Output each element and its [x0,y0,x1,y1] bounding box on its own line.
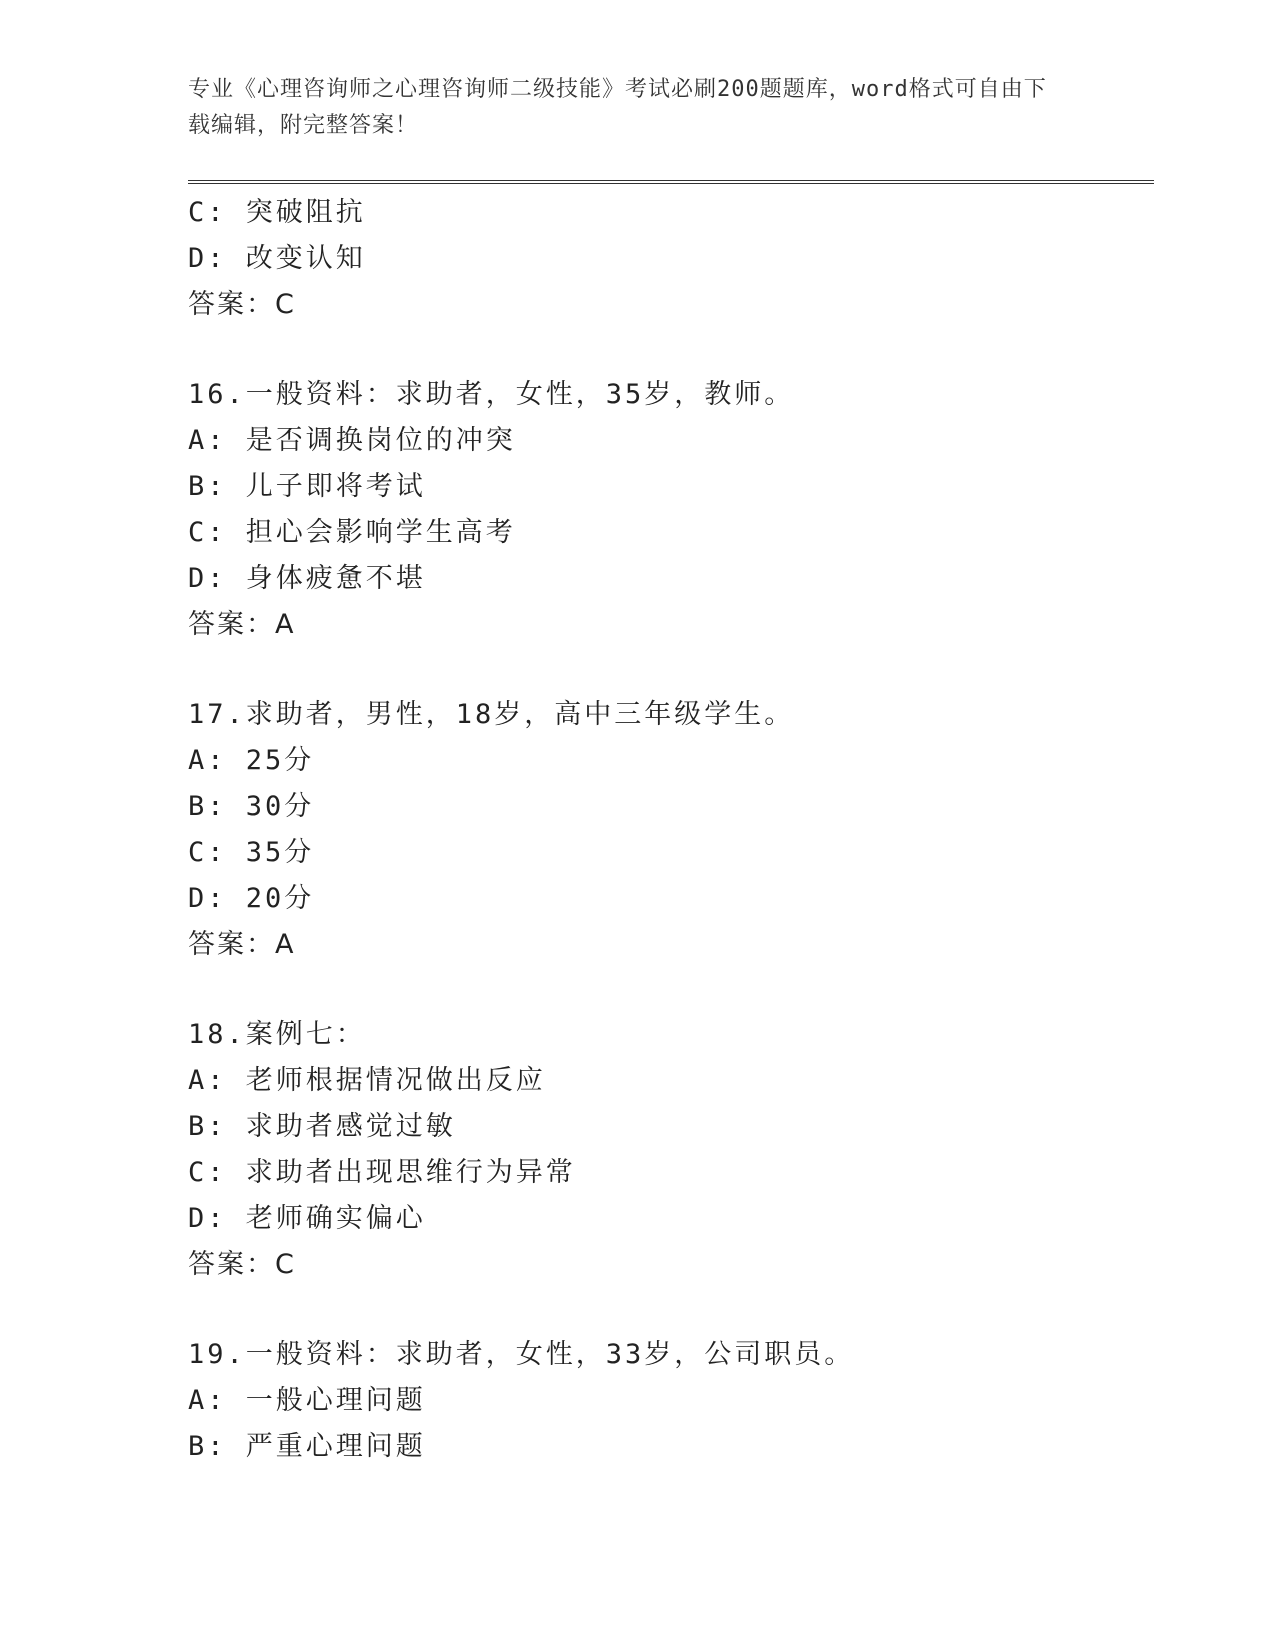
option-letter: A: [188,745,227,776]
answer-line: 答案：C [188,289,296,320]
option-text: 35分 [245,837,315,868]
option-b [188,784,1154,830]
document-body [188,190,1154,1470]
document-header: 专业《心理咨询师之心理咨询师二级技能》考试必刷200题题库，word格式可自由下载编辑，附完整答案！ [188,77,1047,138]
option-d [188,556,1154,602]
question-block [188,1332,1154,1470]
option-letter: A: [188,425,227,456]
question-stem: 19.一般资料：求助者，女性，33岁，公司职员。 [188,1339,855,1370]
option-a [188,1378,1154,1424]
option-d [188,236,1154,282]
option-letter: D: [188,1203,227,1234]
option-text: 儿子即将考试 [245,471,426,502]
option-b [188,1424,1154,1470]
option-text: 30分 [245,791,315,822]
option-text: 严重心理问题 [245,1431,426,1462]
option-text: 是否调换岗位的冲突 [245,425,516,456]
answer-line: 答案：A [188,609,296,640]
option-letter: A: [188,1065,227,1096]
option-text: 改变认知 [245,243,366,274]
option-letter: B: [188,471,227,502]
option-c [188,190,1154,236]
option-c [188,830,1154,876]
header-divider [188,180,1154,184]
question-block [188,372,1154,648]
option-text: 老师根据情况做出反应 [245,1065,546,1096]
option-text: 25分 [245,745,315,776]
option-letter: D: [188,243,227,274]
option-letter: B: [188,791,227,822]
option-text: 担心会影响学生高考 [245,517,516,548]
option-letter: D: [188,563,227,594]
option-c [188,1150,1154,1196]
option-a [188,1058,1154,1104]
question-stem: 16.一般资料：求助者，女性，35岁，教师。 [188,379,795,410]
option-b [188,464,1154,510]
option-a [188,738,1154,784]
question-block [188,1012,1154,1288]
option-text: 老师确实偏心 [245,1203,426,1234]
option-letter: C: [188,1157,227,1188]
option-letter: C: [188,197,227,228]
option-text: 20分 [245,883,315,914]
option-text: 一般心理问题 [245,1385,426,1416]
question-block [188,692,1154,968]
option-c [188,510,1154,556]
option-letter: A: [188,1385,227,1416]
option-b [188,1104,1154,1150]
answer-line: 答案：A [188,929,296,960]
option-text: 突破阻抗 [245,197,366,228]
answer-line: 答案：C [188,1249,296,1280]
option-letter: B: [188,1431,227,1462]
question-stem: 17.求助者，男性，18岁，高中三年级学生。 [188,699,795,730]
option-d [188,876,1154,922]
option-d [188,1196,1154,1242]
option-letter: B: [188,1111,227,1142]
option-letter: C: [188,517,227,548]
option-a [188,418,1154,464]
option-letter: D: [188,883,227,914]
option-letter: C: [188,837,227,868]
question-stem: 18.案例七： [188,1019,366,1050]
option-text: 身体疲惫不堪 [245,563,426,594]
option-text: 求助者出现思维行为异常 [245,1157,576,1188]
option-text: 求助者感觉过敏 [245,1111,456,1142]
